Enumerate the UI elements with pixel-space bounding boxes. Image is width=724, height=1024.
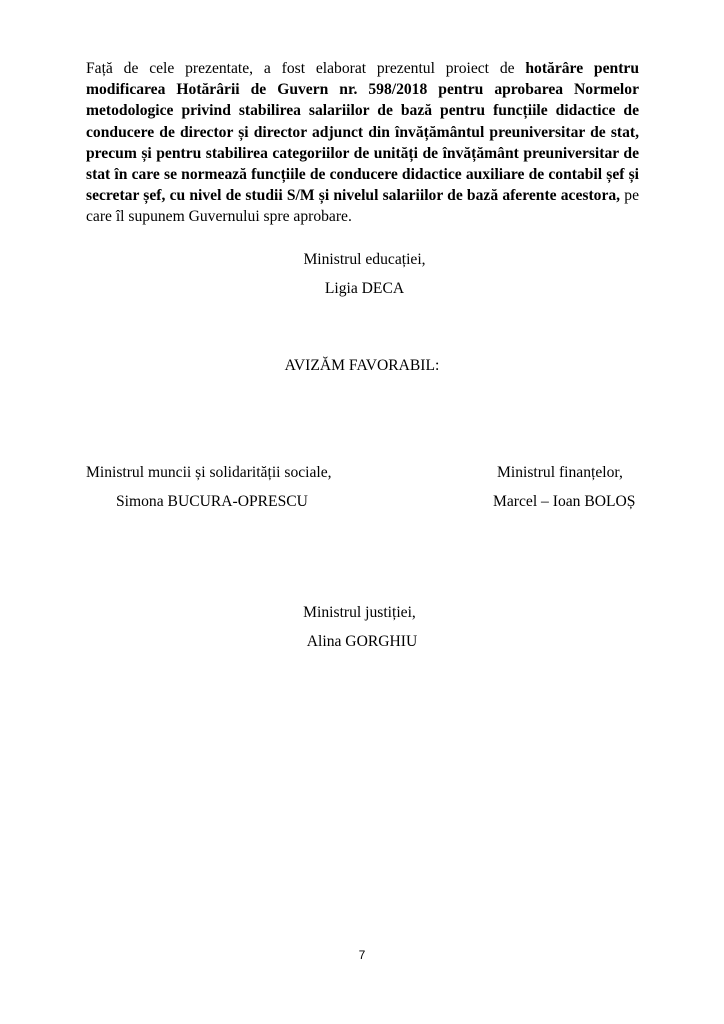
endorsement-heading: AVIZĂM FAVORABIL: <box>284 357 440 374</box>
body-bold-title: hotărâre pentru modificarea Hotărârii de Guvern nr. 598/2018 pentru aprobarea Normelor metodologice privind stabilirea salariilor de bază pentru funcțiile didactice de conducere de director și director adjunct din învățământul preuniversitar de stat, precum și pentru stabilirea categoriilor de unități de învățământ preuniversitar de stat în care se normează funcțiile de conducere didactice auxiliare de contabil șef și secretar șef, cu nivel de studii S/M și nivelul salariilor de bază aferente acestora, <box>86 60 639 205</box>
body-intro: Față de cele prezentate, a fost elaborat prezentul proiect de <box>86 60 526 77</box>
justice-minister-name: Alina GORGHIU <box>306 633 418 650</box>
education-minister-title: Ministrul educației, <box>303 251 426 268</box>
finance-minister-name: Marcel – Ioan BOLOȘ <box>493 493 636 510</box>
finance-minister-title: Ministrul finanțelor, <box>497 464 623 481</box>
body-closing: pe care îl supunem Guvernului spre aprobare. <box>86 187 640 226</box>
labour-minister-name: Simona BUCURA-OPRESCU <box>116 493 308 510</box>
justice-minister-title: Ministrul justiției, <box>303 604 416 621</box>
justice-signature-block <box>0 603 724 652</box>
education-minister-name: Ligia DECA <box>324 280 405 297</box>
page-number: 7 <box>358 948 366 962</box>
labour-minister-title: Ministrul muncii și solidarității sociale, <box>86 464 332 481</box>
education-signature-block <box>0 250 724 299</box>
body-paragraph <box>86 58 639 228</box>
